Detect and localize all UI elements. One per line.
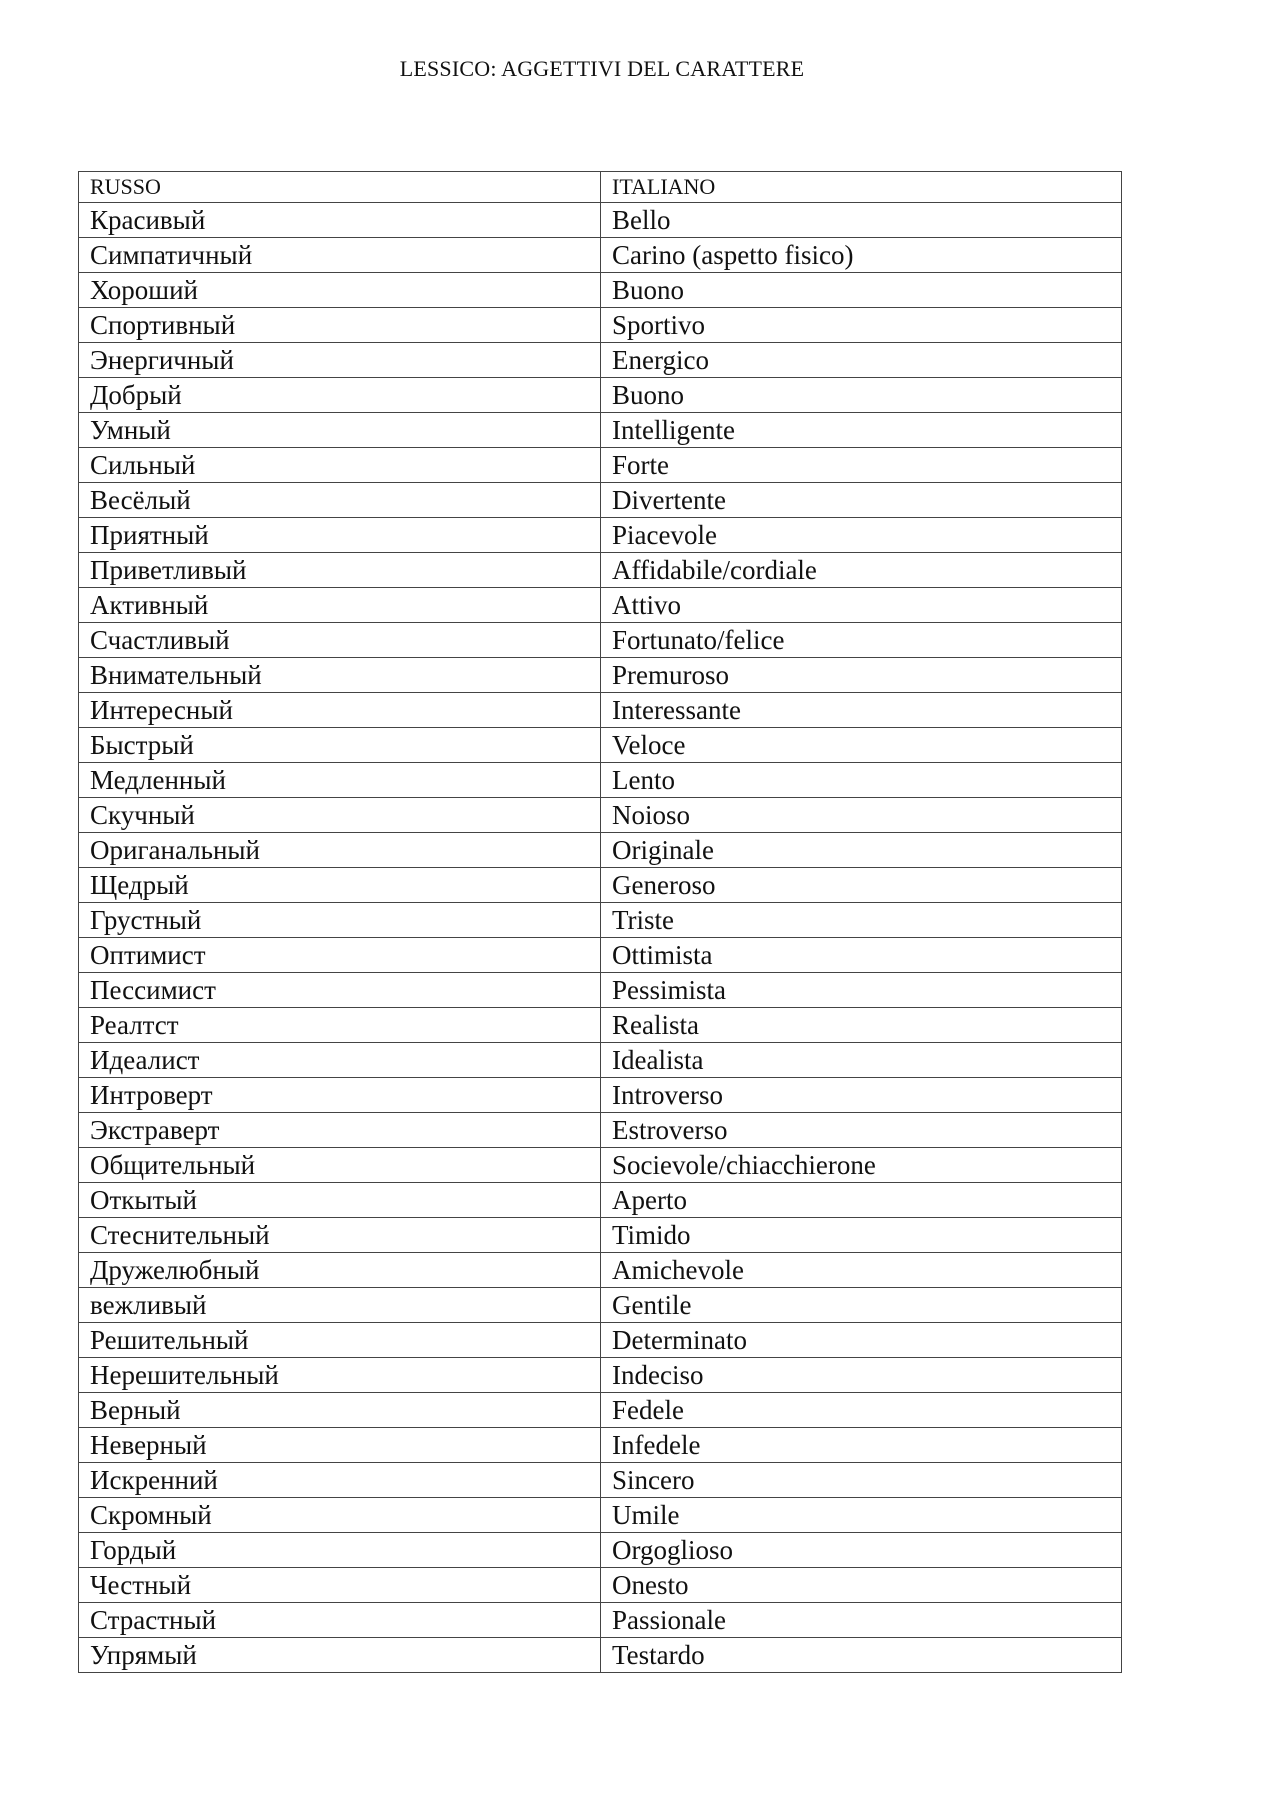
italian-word: Umile <box>601 1498 1122 1533</box>
italian-word: Lento <box>601 763 1122 798</box>
russian-word: Страстный <box>79 1603 601 1638</box>
table-row <box>79 1358 1122 1393</box>
table-row <box>79 693 1122 728</box>
table-row <box>79 1218 1122 1253</box>
table-row <box>79 273 1122 308</box>
table-row <box>79 238 1122 273</box>
italian-word: Energico <box>601 343 1122 378</box>
russian-word: Симпатичный <box>79 238 601 273</box>
russian-word: Идеалист <box>79 1043 601 1078</box>
italian-word: Divertente <box>601 483 1122 518</box>
russian-word: Верный <box>79 1393 601 1428</box>
russian-word: Стеснительный <box>79 1218 601 1253</box>
italian-word: Buono <box>601 273 1122 308</box>
russian-word: Экстраверт <box>79 1113 601 1148</box>
italian-word: Orgoglioso <box>601 1533 1122 1568</box>
italian-word: Bello <box>601 203 1122 238</box>
russian-word: Скромный <box>79 1498 601 1533</box>
russian-word: Красивый <box>79 203 601 238</box>
table-row <box>79 623 1122 658</box>
italian-word: Ottimista <box>601 938 1122 973</box>
italian-word: Sincero <box>601 1463 1122 1498</box>
table-row <box>79 833 1122 868</box>
table-row <box>79 1568 1122 1603</box>
table-row <box>79 518 1122 553</box>
russian-word: Энергичный <box>79 343 601 378</box>
table-row <box>79 1253 1122 1288</box>
russian-word: Быстрый <box>79 728 601 763</box>
russian-word: Приятный <box>79 518 601 553</box>
italian-word: Timido <box>601 1218 1122 1253</box>
italian-word: Veloce <box>601 728 1122 763</box>
russian-word: Интересный <box>79 693 601 728</box>
table-row <box>79 1043 1122 1078</box>
italian-word: Buono <box>601 378 1122 413</box>
italian-word: Sportivo <box>601 308 1122 343</box>
italian-word: Realista <box>601 1008 1122 1043</box>
table-row <box>79 903 1122 938</box>
table-row <box>79 553 1122 588</box>
page-title: LESSICO: AGGETTIVI DEL CARATTERE <box>399 56 805 81</box>
russian-word: Общительный <box>79 1148 601 1183</box>
table-row <box>79 203 1122 238</box>
table-row <box>79 483 1122 518</box>
table-row <box>79 1638 1122 1673</box>
table-row <box>79 1533 1122 1568</box>
table-row <box>79 343 1122 378</box>
russian-word: Откытый <box>79 1183 601 1218</box>
italian-word: Carino (aspetto fisico) <box>601 238 1122 273</box>
table-row <box>79 413 1122 448</box>
russian-word: Счастливый <box>79 623 601 658</box>
table-row <box>79 973 1122 1008</box>
italian-word: Indeciso <box>601 1358 1122 1393</box>
italian-word: Fedele <box>601 1393 1122 1428</box>
italian-word: Amichevole <box>601 1253 1122 1288</box>
russian-word: Активный <box>79 588 601 623</box>
italian-word: Pessimista <box>601 973 1122 1008</box>
table-row <box>79 728 1122 763</box>
italian-word: Idealista <box>601 1043 1122 1078</box>
russian-word: Упрямый <box>79 1638 601 1673</box>
russian-word: Неверный <box>79 1428 601 1463</box>
russian-word: Добрый <box>79 378 601 413</box>
table-row <box>79 1498 1122 1533</box>
russian-word: вежливый <box>79 1288 601 1323</box>
italian-word: Intelligente <box>601 413 1122 448</box>
russian-word: Реалтст <box>79 1008 601 1043</box>
table-row <box>79 658 1122 693</box>
russian-word: Хороший <box>79 273 601 308</box>
russian-word: Внимательный <box>79 658 601 693</box>
table-row <box>79 868 1122 903</box>
italian-word: Interessante <box>601 693 1122 728</box>
russian-word: Гордый <box>79 1533 601 1568</box>
italian-word: Testardo <box>601 1638 1122 1673</box>
russian-word: Медленный <box>79 763 601 798</box>
table-row <box>79 1428 1122 1463</box>
russian-word: Нерешительный <box>79 1358 601 1393</box>
italian-word: Premuroso <box>601 658 1122 693</box>
italian-word: Introverso <box>601 1078 1122 1113</box>
table-header-row <box>79 172 1122 203</box>
italian-word: Noioso <box>601 798 1122 833</box>
russian-word: Умный <box>79 413 601 448</box>
italian-word: Gentile <box>601 1288 1122 1323</box>
russian-word: Сильный <box>79 448 601 483</box>
table-row <box>79 1288 1122 1323</box>
italian-word: Originale <box>601 833 1122 868</box>
vocabulary-table <box>78 171 1122 1673</box>
header-italian: ITALIANO <box>601 172 1122 203</box>
russian-word: Ориганальный <box>79 833 601 868</box>
russian-word: Скучный <box>79 798 601 833</box>
table-row <box>79 448 1122 483</box>
russian-word: Дружелюбный <box>79 1253 601 1288</box>
italian-word: Affidabile/cordiale <box>601 553 1122 588</box>
russian-word: Пессимист <box>79 973 601 1008</box>
table-row <box>79 1183 1122 1218</box>
table-row <box>79 308 1122 343</box>
italian-word: Passionale <box>601 1603 1122 1638</box>
italian-word: Estroverso <box>601 1113 1122 1148</box>
italian-word: Socievole/chiacchierone <box>601 1148 1122 1183</box>
table-row <box>79 1113 1122 1148</box>
table-row <box>79 1148 1122 1183</box>
russian-word: Решительный <box>79 1323 601 1358</box>
russian-word: Приветливый <box>79 553 601 588</box>
header-russian: RUSSO <box>79 172 601 203</box>
russian-word: Искренний <box>79 1463 601 1498</box>
russian-word: Честный <box>79 1568 601 1603</box>
table-row <box>79 763 1122 798</box>
italian-word: Forte <box>601 448 1122 483</box>
italian-word: Infedele <box>601 1428 1122 1463</box>
russian-word: Интроверт <box>79 1078 601 1113</box>
table-row <box>79 798 1122 833</box>
table-row <box>79 1323 1122 1358</box>
table-row <box>79 1463 1122 1498</box>
table-row <box>79 1393 1122 1428</box>
italian-word: Triste <box>601 903 1122 938</box>
russian-word: Спортивный <box>79 308 601 343</box>
table-row <box>79 378 1122 413</box>
italian-word: Fortunato/felice <box>601 623 1122 658</box>
russian-word: Щедрый <box>79 868 601 903</box>
italian-word: Determinato <box>601 1323 1122 1358</box>
russian-word: Грустный <box>79 903 601 938</box>
table-row <box>79 1603 1122 1638</box>
italian-word: Generoso <box>601 868 1122 903</box>
russian-word: Оптимист <box>79 938 601 973</box>
table-row <box>79 1078 1122 1113</box>
italian-word: Attivo <box>601 588 1122 623</box>
italian-word: Piacevole <box>601 518 1122 553</box>
italian-word: Onesto <box>601 1568 1122 1603</box>
russian-word: Весёлый <box>79 483 601 518</box>
table-row <box>79 1008 1122 1043</box>
table-row <box>79 938 1122 973</box>
table-row <box>79 588 1122 623</box>
italian-word: Aperto <box>601 1183 1122 1218</box>
